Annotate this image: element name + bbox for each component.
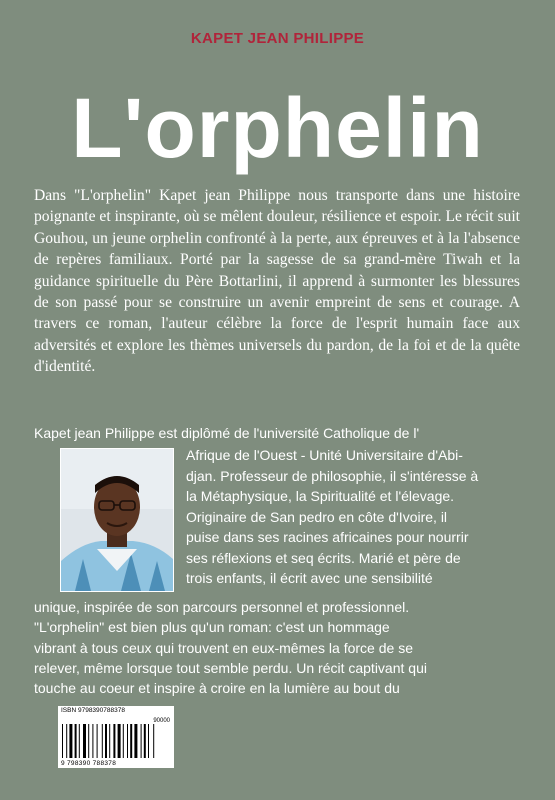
barcode-bar bbox=[88, 724, 89, 758]
bio-rest-text bbox=[34, 597, 524, 698]
barcode-bar bbox=[79, 724, 80, 758]
barcode-bar bbox=[134, 724, 137, 758]
author-name: KAPET JEAN PHILIPPE bbox=[190, 30, 365, 47]
barcode-bar bbox=[92, 724, 93, 758]
author-photo bbox=[60, 448, 174, 592]
bio-side-line: ses réflexions et seq écrits. Marié et père de bbox=[186, 549, 461, 566]
bio-rest-line: "L'orphelin" est bien plus qu'un roman: c'est un hommage bbox=[34, 619, 390, 636]
barcode-bar bbox=[105, 724, 107, 758]
isbn-label: ISBN 9798390788378 bbox=[61, 707, 125, 714]
bio-side-line: trois enfants, il écrit avec une sensibilité bbox=[186, 570, 433, 586]
barcode-bar bbox=[123, 724, 124, 758]
bio-side-line: Afrique de l'Ouest - Unité Universitaire d'Abi- bbox=[186, 447, 463, 463]
barcode-bar bbox=[69, 724, 72, 758]
barcode-bar bbox=[66, 724, 67, 758]
bio-rest-line: touche au coeur et inspire à croire en la lumière au bout du bbox=[34, 680, 400, 697]
synopsis-paragraph: Dans "L'orphelin" Kapet jean Philippe nous transporte dans une histoire poignante et inspirante, où se mêlent douleur, résilience et espoir. Le récit suit Gouhou, un jeune orphelin confronté à la perte, aux épreuves et à la l'absence de repères familiaux. Porté par la sagesse de sa grand-mère Tiwah et la guidance spirituelle du Père Bottarlini, il apprend à surmonter les blessures de son passé pour se construire un avenir empreint de sens et courage. A travers ce roman, l'auteur célèbre la force de l'esprit humain face aux adversités et explore les thèmes universels du pardon, de la foi et de la quête d'identité. bbox=[34, 187, 520, 376]
barcode-bar bbox=[102, 724, 103, 758]
bio-side-line: Originaire de San pedro en côte d'Ivoire, il bbox=[186, 508, 448, 525]
book-title: L'orphelin bbox=[71, 81, 484, 175]
barcode-bar bbox=[109, 724, 110, 758]
bio-rest-line: relever, même lorsque tout semble perdu. Un récit captivant qui bbox=[34, 659, 427, 676]
barcode-bar bbox=[97, 724, 98, 758]
barcode-digits: 9 798390 788378 bbox=[61, 760, 117, 767]
barcode-bar bbox=[144, 724, 146, 758]
barcode-bar bbox=[141, 724, 142, 758]
barcode-bars bbox=[62, 724, 170, 758]
bio-rest-line: vibrant à tous ceux qui trouvent en eux-mêmes la force de se bbox=[34, 639, 413, 656]
barcode-bar bbox=[83, 724, 86, 758]
barcode-bar bbox=[62, 724, 63, 758]
bio-side-line: djan. Professeur de philosophie, il s'intéresse à bbox=[186, 467, 479, 484]
bio-side-line: la Métaphysique, la Spiritualité et l'élevage. bbox=[186, 488, 455, 504]
bio-rest-line: unique, inspirée de son parcours personnel et professionnel. bbox=[34, 599, 410, 615]
barcode-bar bbox=[75, 724, 77, 758]
price-code: 90000 bbox=[153, 718, 170, 724]
barcode-bar bbox=[148, 724, 149, 758]
bio-side-text bbox=[186, 445, 522, 589]
author-portrait-image bbox=[61, 449, 173, 591]
barcode-bar bbox=[127, 724, 128, 758]
isbn-barcode bbox=[58, 706, 174, 768]
barcode-bar bbox=[118, 724, 121, 758]
barcode-bar bbox=[153, 724, 154, 758]
barcode-bar bbox=[130, 724, 132, 758]
bio-side-line: puise dans ses racines africaines pour nourrir bbox=[186, 529, 469, 545]
bio-intro-line: Kapet jean Philippe est diplômé de l'université Catholique de l' bbox=[34, 425, 420, 441]
barcode-bar bbox=[113, 724, 115, 758]
